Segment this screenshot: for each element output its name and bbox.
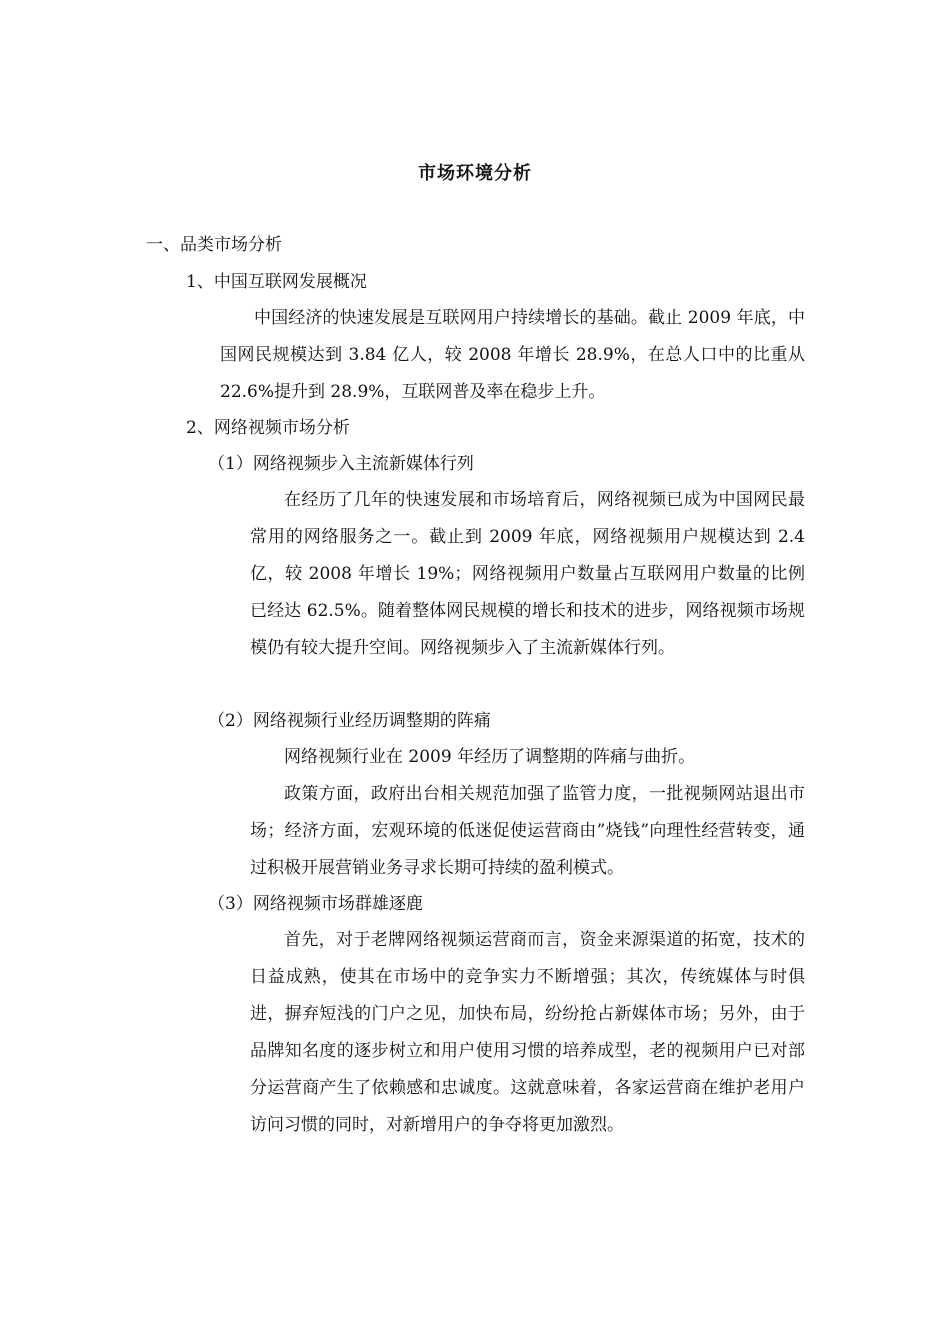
paragraph-mainstream-media: 在经历了几年的快速发展和市场培育后，网络视频已成为中国网民最常用的网络服务之一。截止到 2009 年底，网络视频用户规模达到 2.4 亿，较 2008 年增长 19%；网络视频用户数量占互联网用户数量的比例已经达 62.5%。随着整体网民规模的增长和技术的进步，网络视频市场规模仍有较大提升空间。网络视频步入了主流新媒体行列。 [250, 490, 805, 658]
item-heading-adjustment-period: （2）网络视频行业经历调整期的阵痛 [208, 711, 491, 731]
paragraph-internet-overview: 中国经济的快速发展是互联网用户持续增长的基础。截止 2009 年底，中国网民规模达到 3.84 亿人，较 2008 年增长 28.9%，在总人口中的比重从 22.6%提升到 28.9%，互联网普及率在稳步上升。 [220, 308, 805, 402]
section-heading-category-market: 一、品类市场分析 [146, 235, 282, 255]
document-title: 市场环境分析 [418, 163, 532, 184]
paragraph-competition: 首先，对于老牌网络视频运营商而言，资金来源渠道的拓宽，技术的日益成熟，使其在市场中的竞争实力不断增强；其次，传统媒体与时俱进，摒弃短浅的门户之见，加快布局，纷纷抢占新媒体市场；另外，由于品牌知名度的逐步树立和用户使用习惯的培养成型，老的视频用户已对部分运营商产生了依赖感和忠诚度。这就意味着，各家运营商在维护老用户访问习惯的同时，对新增用户的争夺将更加激烈。 [250, 930, 805, 1135]
paragraph-adjustment-intro: 网络视频行业在 2009 年经历了调整期的阵痛与曲折。 [284, 747, 696, 767]
subsection-heading-internet-overview: 1、中国互联网发展概况 [186, 272, 367, 292]
subsection-heading-video-market: 2、网络视频市场分析 [186, 418, 350, 438]
item-heading-mainstream-media: （1）网络视频步入主流新媒体行列 [208, 454, 474, 474]
paragraph-adjustment-policy: 政策方面，政府出台相关规范加强了监管力度，一批视频网站退出市场；经济方面，宏观环境的低迷促使运营商由”烧钱”向理性经营转变，通过积极开展营销业务寻求长期可持续的盈利模式。 [250, 784, 805, 878]
item-heading-competition: （3）网络视频市场群雄逐鹿 [208, 894, 423, 914]
